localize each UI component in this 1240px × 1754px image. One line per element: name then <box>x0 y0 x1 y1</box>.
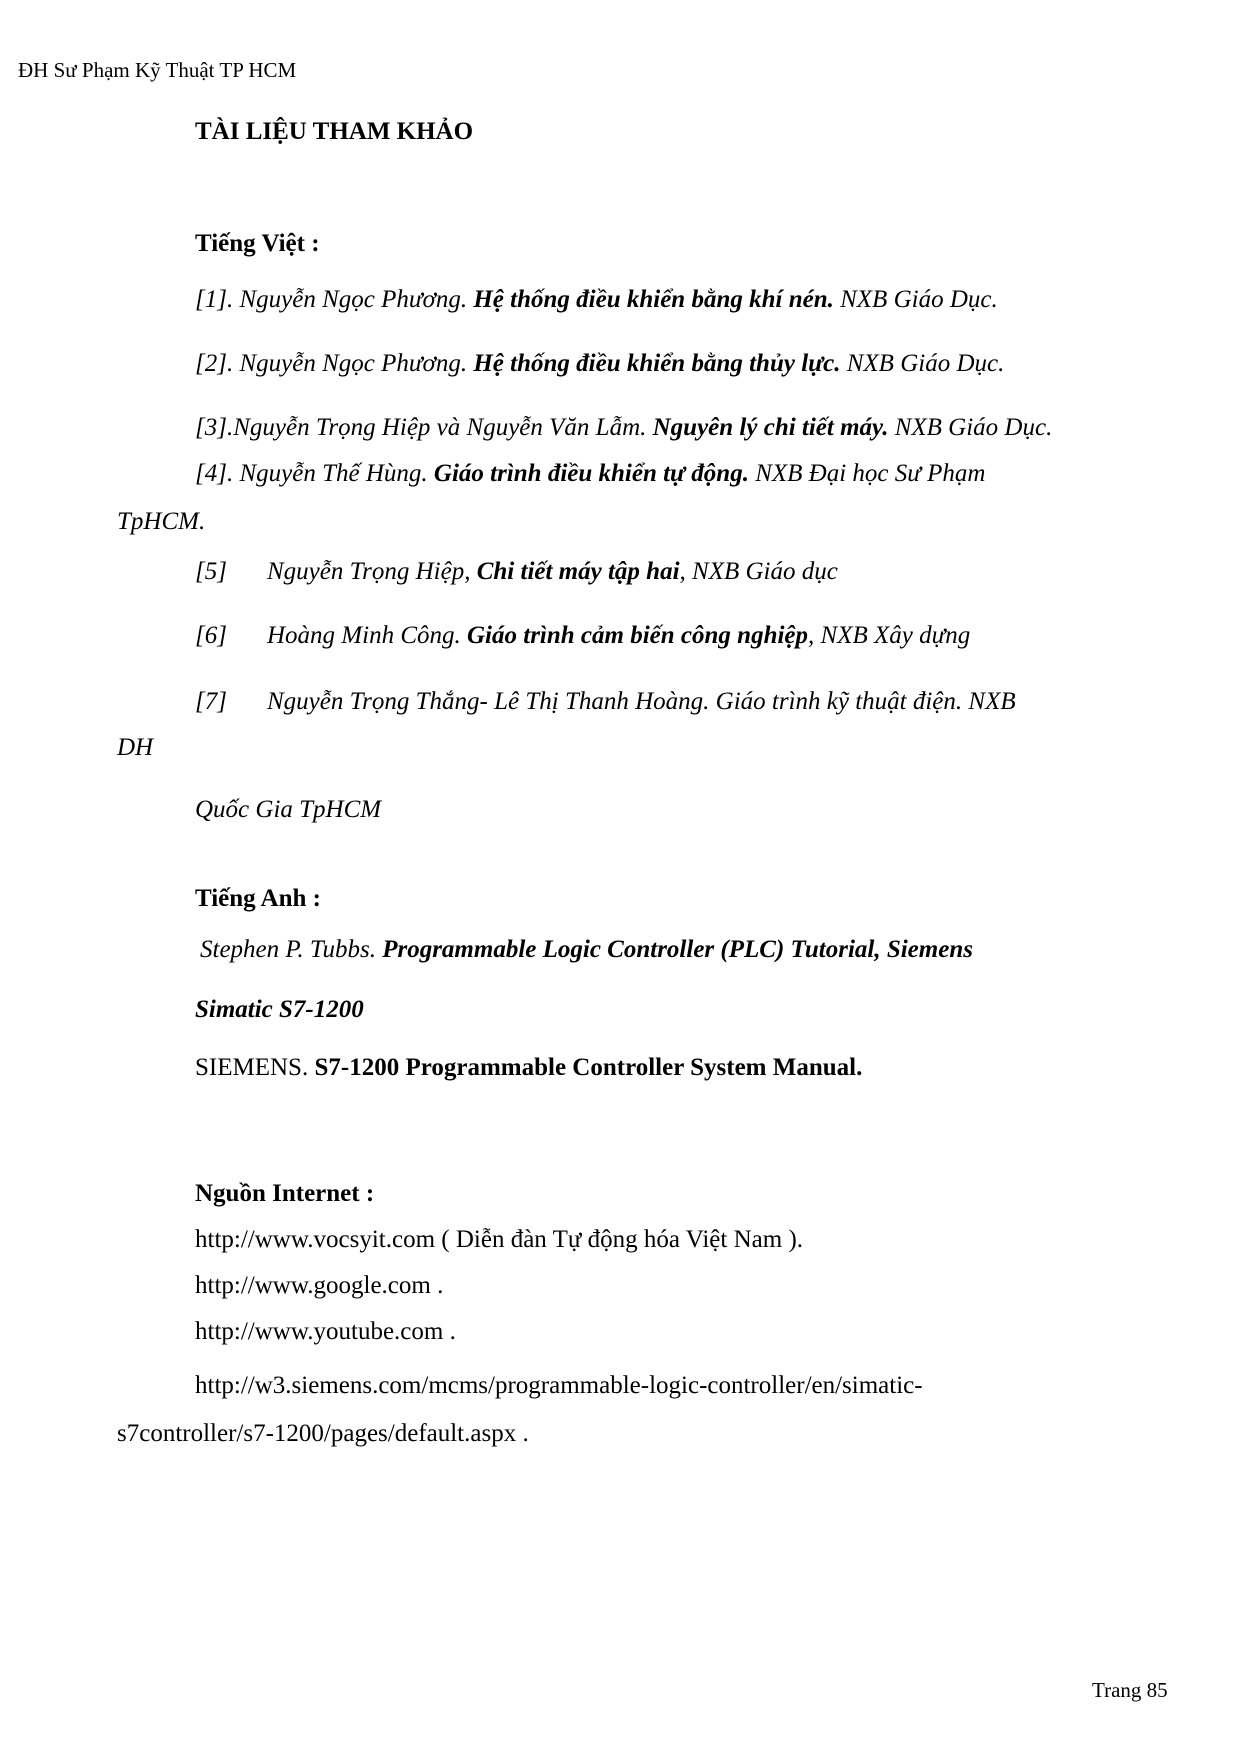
english-reference-1-continuation: Simatic S7-1200 <box>195 996 364 1023</box>
section-heading-english: Tiếng Anh : <box>195 885 321 912</box>
section-heading-internet: Nguồn Internet : <box>195 1180 375 1207</box>
reference-6: Hoàng Minh Công. Giáo trình cảm biến công nghiệp, NXB Xây dựng <box>267 622 971 649</box>
reference-5-number: [5] <box>195 558 227 585</box>
reference-5: Nguyễn Trọng Hiệp, Chi tiết máy tập hai, NXB Giáo dục <box>267 558 838 585</box>
internet-link-4-continuation: s7controller/s7-1200/pages/default.aspx . <box>117 1420 529 1447</box>
reference-6-number: [6] <box>195 622 227 649</box>
reference-2: [2]. Nguyễn Ngọc Phương. Hệ thống điều khiển bằng thủy lực. NXB Giáo Dục. <box>195 350 1005 377</box>
english-reference-1: Stephen P. Tubbs. Programmable Logic Controller (PLC) Tutorial, Siemens <box>200 936 973 963</box>
reference-4: [4]. Nguyễn Thế Hùng. Giáo trình điều khiển tự động. NXB Đại học Sư Phạm <box>195 460 986 487</box>
reference-7-continuation: DH <box>117 734 154 761</box>
internet-link-4: http://w3.siemens.com/mcms/programmable-logic-controller/en/simatic- <box>195 1372 923 1399</box>
reference-7: Nguyễn Trọng Thắng- Lê Thị Thanh Hoàng. Giáo trình kỹ thuật điện. NXB <box>267 688 1016 715</box>
reference-3: [3].Nguyễn Trọng Hiệp và Nguyễn Văn Lẫm. Nguyên lý chi tiết máy. NXB Giáo Dục. <box>195 414 1053 441</box>
english-reference-2: SIEMENS. S7-1200 Programmable Controller System Manual. <box>195 1054 863 1081</box>
internet-link-1: http://www.vocsyit.com ( Diễn đàn Tự động hóa Việt Nam ). <box>195 1226 804 1253</box>
reference-7-continuation-2: Quốc Gia TpHCM <box>195 796 382 823</box>
reference-4-continuation: TpHCM. <box>117 508 206 535</box>
reference-7-number: [7] <box>195 688 227 715</box>
page-title: TÀI LIỆU THAM KHẢO <box>195 118 474 145</box>
running-header: ĐH Sư Phạm Kỹ Thuật TP HCM <box>18 58 297 82</box>
internet-link-3: http://www.youtube.com . <box>195 1318 456 1345</box>
page-number: Trang 85 <box>1092 1678 1168 1702</box>
internet-link-2: http://www.google.com . <box>195 1272 444 1299</box>
section-heading-vietnamese: Tiếng Việt : <box>195 230 320 257</box>
reference-1: [1]. Nguyễn Ngọc Phương. Hệ thống điều khiển bằng khí nén. NXB Giáo Dục. <box>195 286 998 313</box>
